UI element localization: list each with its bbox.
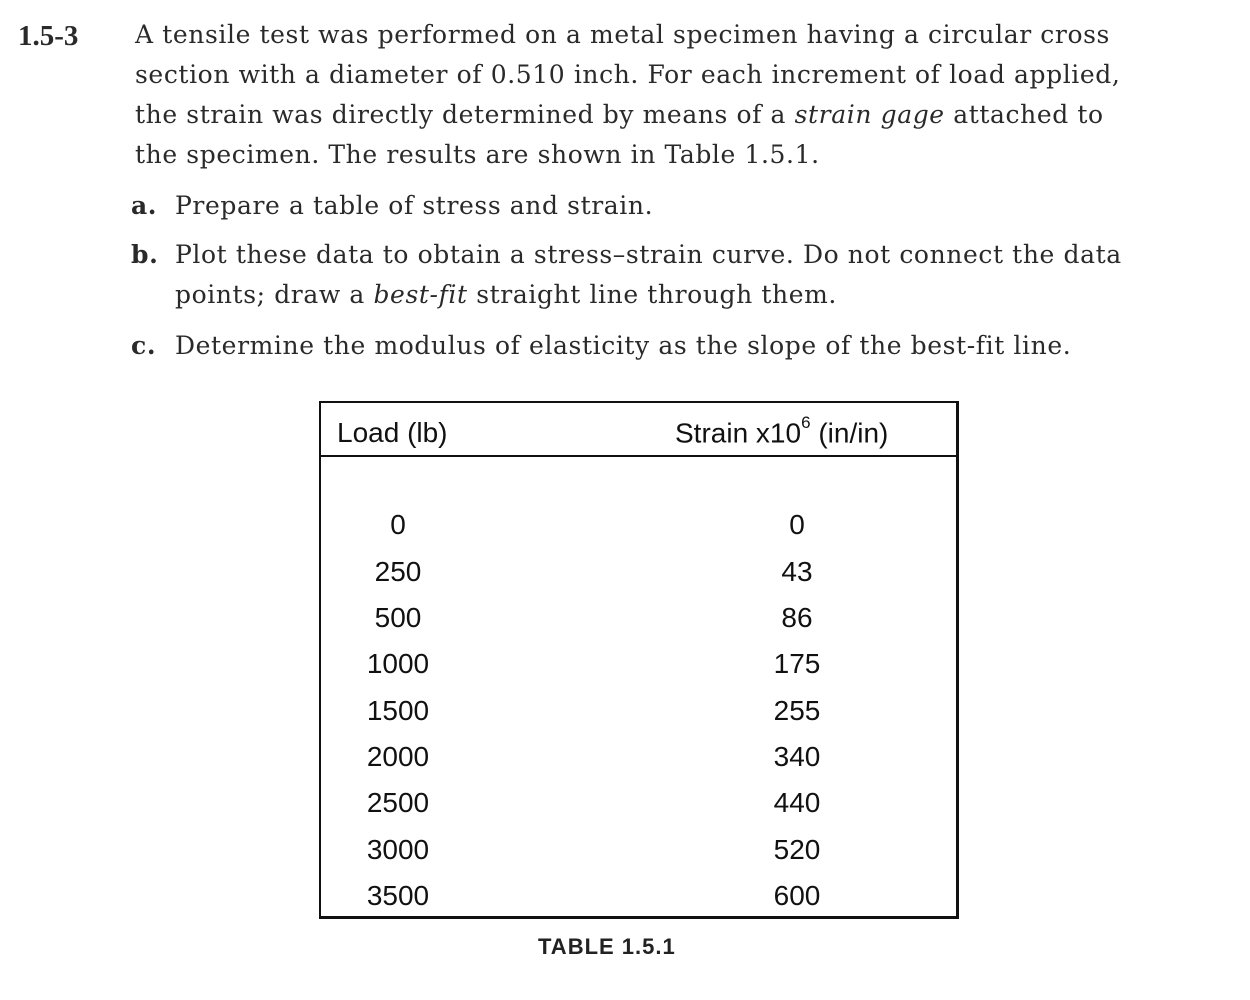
table-cell-load: 3500 [366,880,430,911]
part-b [131,240,1122,269]
part-b-text-1: Plot these data to obtain a stress–strain curve. Do not connect the data [175,240,1122,269]
table-cell-strain: 43 [781,556,813,587]
part-c-label: c. [131,331,157,360]
data-table [319,401,959,919]
part-c-text: Determine the modulus of elasticity as the slope of the best-fit line. [175,331,1072,360]
table-cell-load: 2500 [366,787,430,818]
problem-number: 1.5-3 [18,20,79,52]
part-c [131,331,1071,360]
table-cell-load: 0 [390,509,406,540]
table-header [321,403,956,457]
strain-gage-term: strain gage [794,100,945,129]
table-cell-strain: 86 [781,602,813,633]
part-b-text-2-pre: points; draw a [175,280,374,309]
table-cell-strain: 0 [789,509,805,540]
table-cell-load: 500 [374,602,422,633]
table-cell-load: 3000 [366,834,430,865]
part-a-text: Prepare a table of stress and strain. [175,191,654,220]
header-strain [675,413,889,449]
part-a-label: a. [131,191,158,220]
statement-line-3-pre: the strain was directly determined by means of a [135,100,795,129]
table-cell-strain: 440 [773,787,821,818]
header-strain-post: (in/in) [810,417,889,449]
part-a [131,191,653,220]
table-cell-strain: 255 [773,695,821,726]
part-b-text-2-post: straight line through them. [467,280,837,309]
statement-line-2: section with a diameter of 0.510 inch. For each increment of load applied, [135,60,1121,89]
statement-line-1: A tensile test was performed on a metal specimen having a circular cross [135,20,1110,49]
table-cell-strain: 340 [773,741,821,772]
statement-line-4: the specimen. The results are shown in Table 1.5.1. [135,140,820,169]
part-b-line-2 [175,280,837,309]
best-fit-term: best-fit [373,280,468,309]
table-cell-load: 1500 [366,695,430,726]
table-caption: TABLE 1.5.1 [538,934,676,959]
statement-line-3 [135,100,1104,129]
table-cell-strain: 600 [773,880,821,911]
part-b-label: b. [131,240,159,269]
table-cell-load: 2000 [366,741,430,772]
header-load: Load (lb) [337,417,448,448]
table-cell-load: 250 [374,556,422,587]
table-cell-strain: 520 [773,834,821,865]
statement-line-3-post: attached to [953,100,1104,129]
table-cell-strain: 175 [773,648,821,679]
header-strain-pre: Strain x10 [675,417,802,449]
header-strain-exponent: 6 [801,413,811,432]
table-cell-load: 1000 [366,648,430,679]
